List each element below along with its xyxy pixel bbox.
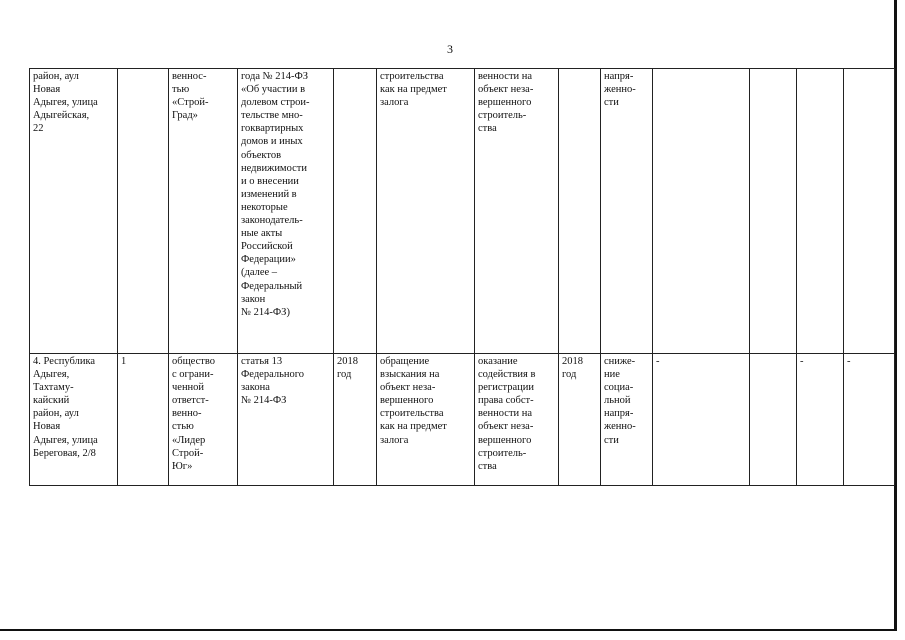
- cell-address: 4. Республика Адыгея, Тахтаму- кайский район, аул Новая Адыгея, улица Береговая, 2/8: [30, 354, 118, 486]
- table-row: [30, 69, 895, 354]
- cell-extra-1: -: [653, 354, 750, 486]
- cell-year: 2018 год: [334, 354, 377, 486]
- cell-address: район, аул Новая Адыгея, улица Адыгейская, 22: [30, 69, 118, 354]
- cell-number: 1: [118, 354, 169, 486]
- cell-legal-basis: статья 13 Федерального закона № 214-ФЗ: [238, 354, 334, 486]
- cell-assistance: венности на объект неза- вершенного строитель- ства: [475, 69, 559, 354]
- cell-extra-4: -: [844, 354, 895, 486]
- cell-extra-1: [653, 69, 750, 354]
- cell-number: [118, 69, 169, 354]
- cell-extra-4: [844, 69, 895, 354]
- cell-year-2: 2018 год: [559, 354, 601, 486]
- cell-legal-basis: года № 214-ФЗ «Об участии в долевом строи- тельстве мно- гоквартирных домов и иных объектов недвижимости и о внесении изменений в некоторые законодатель- ные акты Российской Федерации» (далее – Федеральный закон № 214-ФЗ): [238, 69, 334, 354]
- cell-goal: сниже- ние социа- льной напря- женно- сти: [601, 354, 653, 486]
- cell-goal: напря- женно- сти: [601, 69, 653, 354]
- cell-year-2: [559, 69, 601, 354]
- cell-year: [334, 69, 377, 354]
- cell-extra-2: [750, 69, 797, 354]
- document-table: [29, 68, 895, 486]
- table-row: [30, 354, 895, 486]
- cell-developer: веннос- тью «Строй- Град»: [169, 69, 238, 354]
- page-bottom-border: [0, 629, 897, 631]
- cell-measure: обращение взыскания на объект неза- вершенного строительства как на предмет залога: [377, 354, 475, 486]
- cell-extra-3: -: [797, 354, 844, 486]
- cell-assistance: оказание содействия в регистрации права собст- венности на объект неза- вершенного строитель- ства: [475, 354, 559, 486]
- cell-extra-3: [797, 69, 844, 354]
- cell-developer: общество с ограни- ченной ответст- венно- стью «Лидер Строй- Юг»: [169, 354, 238, 486]
- page-number: 3: [447, 42, 453, 56]
- cell-measure: строительства как на предмет залога: [377, 69, 475, 354]
- cell-extra-2: [750, 354, 797, 486]
